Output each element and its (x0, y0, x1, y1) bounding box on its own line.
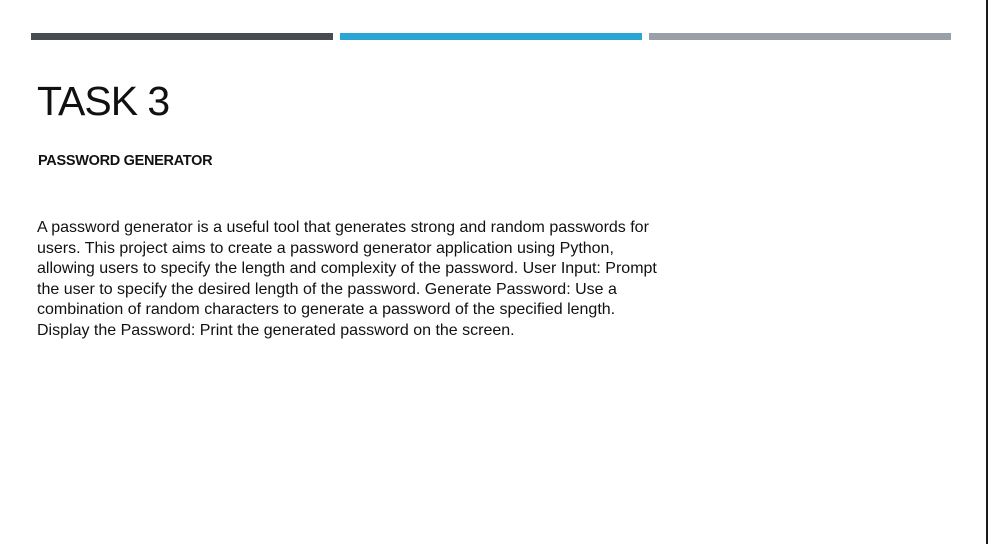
slide-title: TASK 3 (37, 78, 170, 124)
slide-body-text: A password generator is a useful tool that generates strong and random passwords for users. This project aims to create a password generator application using Python, allowing users to specify the length and complexity of the password. User Input: Prompt the user to specify the desired length of the password. Generate Password: Use a combination of random characters to generate a password of the specified length. Display the Password: Print the generated password on the screen. (37, 219, 657, 339)
accent-bar-dark (31, 33, 333, 40)
accent-bar-blue (340, 33, 642, 40)
accent-bar-gray (649, 33, 951, 40)
slide-subtitle: PASSWORD GENERATOR (38, 153, 213, 169)
